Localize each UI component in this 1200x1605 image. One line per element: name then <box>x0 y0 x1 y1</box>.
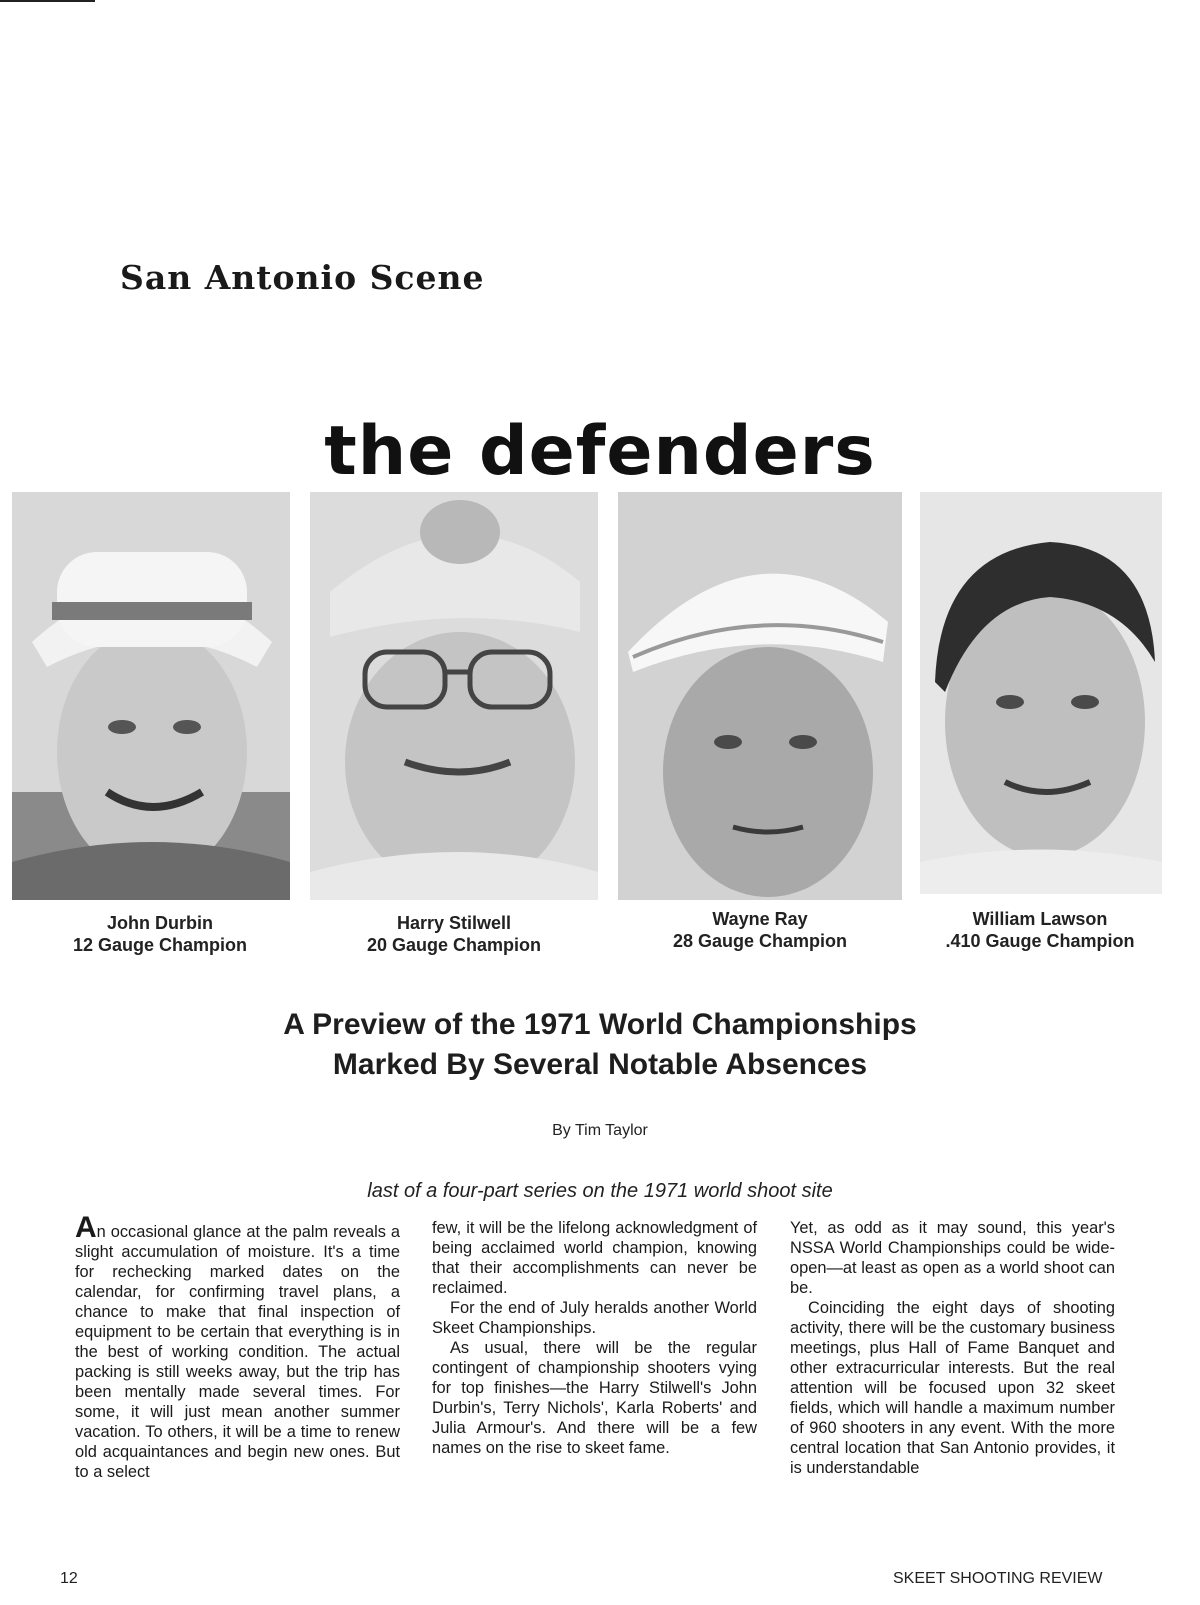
paragraph: Yet, as odd as it may sound, this year's NSSA World Championships could be wide-open—at least as open as a world shoot can be. <box>790 1219 1115 1297</box>
subhead-line-1: A Preview of the 1971 World Championships <box>283 1008 917 1041</box>
drop-cap: A <box>75 1211 97 1244</box>
caption-name: William Lawson <box>972 909 1108 929</box>
photo-william-lawson <box>920 492 1162 894</box>
caption-harry-stilwell <box>334 912 574 956</box>
photo-harry-stilwell <box>310 492 598 900</box>
photo-wayne-ray <box>618 492 902 900</box>
page-number: 12 <box>60 1570 78 1587</box>
caption-name: John Durbin <box>107 913 213 933</box>
caption-wayne-ray <box>640 908 880 952</box>
paragraph: For the end of July heralds another World Skeet Championships. <box>432 1299 757 1337</box>
series-note: last of a four-part series on the 1971 world shoot site <box>367 1180 833 1202</box>
caption-title: 12 Gauge Champion <box>72 935 248 955</box>
paragraph: As usual, there will be the regular contingent of championship shooters vying for top finishes—the Harry Stilwell's John Durbin's, Terry Nichols', Karla Roberts' and Julia Armour's. And there will be a few names on the rise to skeet fame. <box>432 1339 757 1457</box>
photo-john-durbin <box>12 492 290 900</box>
section-kicker: San Antonio Scene <box>120 258 485 297</box>
article-subhead <box>0 1005 1200 1085</box>
byline: By Tim Taylor <box>552 1122 648 1139</box>
column-1 <box>75 1211 400 1482</box>
top-rule <box>0 0 95 2</box>
caption-name: Wayne Ray <box>712 909 808 929</box>
caption-john-durbin <box>40 912 280 956</box>
column-3 <box>790 1218 1115 1478</box>
publication-name: SKEET SHOOTING REVIEW <box>893 1570 1103 1587</box>
caption-title: 20 Gauge Champion <box>366 935 542 955</box>
caption-name: Harry Stilwell <box>396 913 512 933</box>
paragraph <box>75 1211 400 1482</box>
paragraph: Coinciding the eight days of shooting activity, there will be the customary business meetings, plus Hall of Fame Banquet and other extracurricular interests. But the real attention will be focused upon 32 skeet fields, which will handle a maximum number of 960 shooters in any event. With the more central location that San Antonio provides, it is understandable <box>790 1299 1115 1477</box>
headline: the defenders <box>324 412 876 491</box>
caption-title: 28 Gauge Champion <box>672 931 848 951</box>
caption-william-lawson <box>920 908 1160 952</box>
subhead-line-2: Marked By Several Notable Absences <box>332 1048 868 1081</box>
paragraph-text: n occasional glance at the palm reveals a slight accumulation of moisture. It's a time for rechecking marked dates on the calendar, for confirming travel plans, a chance to make that final inspection of equipment to be certain that everything is in the best of working condition. The actual packing is still weeks away, but the trip has been mentally made several times. For some, it will just mean another summer vacation. To others, it will be a time to renew old acquaintances and begin new ones. But to a select <box>75 1223 400 1481</box>
paragraph: few, it will be the lifelong acknowledgment of being acclaimed world champion, knowing that their accomplishments can never be reclaimed. <box>432 1219 757 1297</box>
caption-title: .410 Gauge Champion <box>945 931 1135 951</box>
column-2 <box>432 1218 757 1458</box>
